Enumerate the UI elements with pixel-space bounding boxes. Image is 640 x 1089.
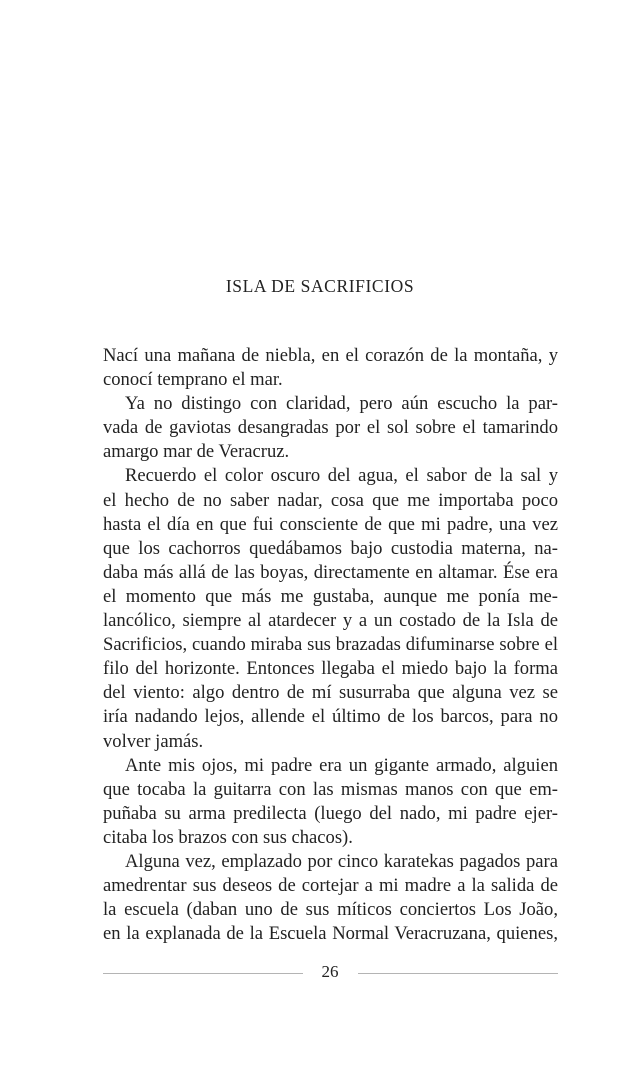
text-line: Sacrificios, cuando miraba sus brazadas difuminarse sobre el [103,634,558,656]
text-line: que los cachorros quedábamos bajo custodia materna, na- [103,537,558,559]
text-line: volver jamás. [103,730,204,752]
text-line: iría nadando lejos, allende el último de los barcos, para no [103,706,558,728]
footer-rule-right [358,973,558,974]
footer-rule-left [103,973,303,974]
text-line: conocí temprano el mar. [103,369,283,391]
text-line: en la explanada de la Escuela Normal Veracruzana, quienes, [103,923,558,945]
text-line: el hecho de no saber nadar, cosa que me importaba poco [103,489,558,511]
body-text [103,344,558,946]
text-line: que tocaba la guitarra con las mismas manos con que em- [103,778,558,800]
page-footer [0,958,640,988]
text-line: amedrentar sus deseos de cortejar a mi madre a la salida de [103,875,558,897]
text-line: citaba los brazos con sus chacos). [103,826,353,848]
text-line: lancólico, siempre al atardecer y a un costado de la Isla de [103,610,558,632]
text-line: Ante mis ojos, mi padre era un gigante armado, alguien [125,754,558,776]
text-line: puñaba su arma predilecta (luego del nado, mi padre ejer- [103,802,558,824]
text-line: filo del horizonte. Entonces llegaba el miedo bajo la forma [103,658,558,680]
text-line: la escuela (daban uno de sus míticos conciertos Los João, [103,899,558,921]
text-line: Recuerdo el color oscuro del agua, el sabor de la sal y [125,465,558,487]
chapter-title: ISLA DE SACRIFICIOS [225,276,415,296]
text-line: Ya no distingo con claridad, pero aún escucho la par- [125,393,558,415]
text-line: el momento que más me gustaba, aunque me ponía me- [103,585,558,607]
text-line: Alguna vez, emplazado por cinco karatekas pagados para [125,850,558,872]
page-number: 26 [321,962,339,981]
text-line: vada de gaviotas desangradas por el sol sobre el tamarindo [103,417,558,439]
text-line: amargo mar de Veracruz. [103,441,290,463]
text-line: Nací una mañana de niebla, en el corazón de la montaña, y [103,345,558,366]
text-line: hasta el día en que fui consciente de que mi padre, una vez [103,513,558,535]
text-line: del viento: algo dentro de mí susurraba que alguna vez se [103,682,558,704]
text-line: daba más allá de las boyas, directamente en altamar. Ése era [103,561,558,583]
